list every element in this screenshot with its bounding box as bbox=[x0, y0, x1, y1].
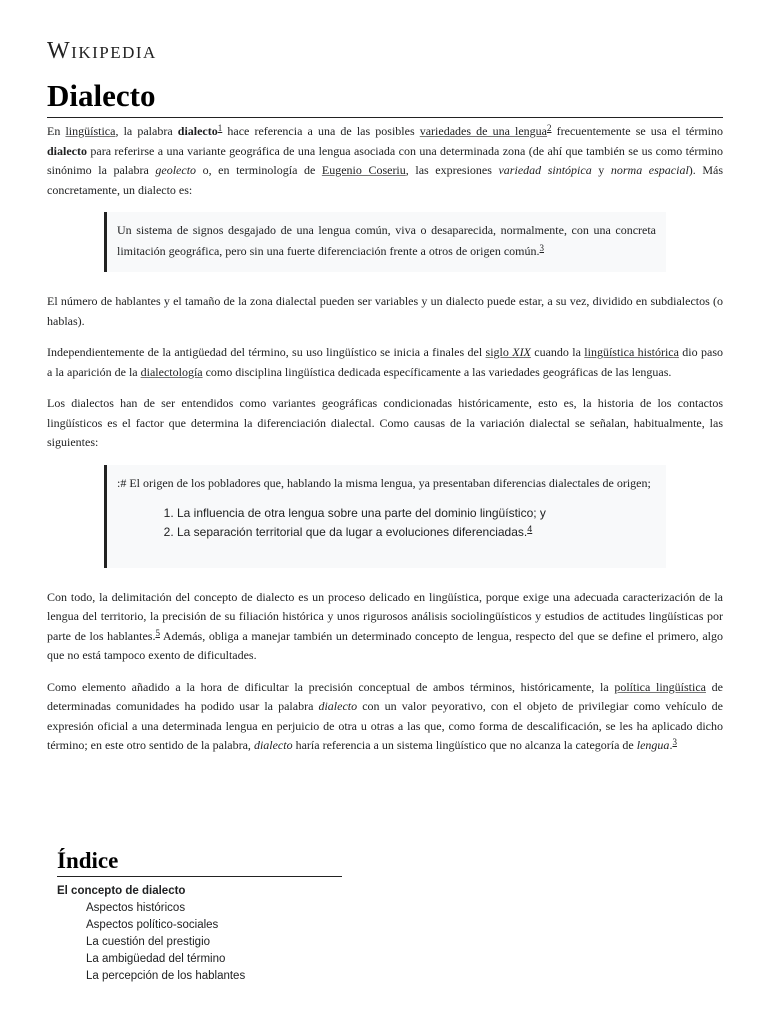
italic-term: geolecto bbox=[155, 163, 197, 177]
list-item: 1. La influencia de otra lengua sobre una parte del dominio lingüístico; y bbox=[177, 504, 656, 523]
toc-item[interactable]: Aspectos históricos bbox=[86, 902, 186, 914]
causes-quote bbox=[104, 465, 666, 568]
bold-term: dialecto bbox=[177, 124, 218, 138]
text: haría referencia a un sistema lingüístico que no alcanza la categoría de bbox=[292, 738, 637, 752]
text: dio paso a la aparición de la bbox=[47, 345, 723, 379]
paragraph-delimitacion bbox=[47, 588, 723, 666]
roman-numeral: XIX bbox=[512, 345, 531, 359]
text: y bbox=[591, 163, 611, 177]
text: para referirse a una variante geográfica de una lengua asociada con una determinada zona (de ahí que también se us como término sinónimo la palabra bbox=[47, 143, 723, 177]
text: En bbox=[47, 124, 66, 138]
toc-item[interactable]: Aspectos político-sociales bbox=[86, 919, 219, 931]
article-body bbox=[47, 122, 723, 768]
toc-item[interactable]: La cuestión del prestigio bbox=[86, 936, 211, 948]
text: o, en terminología de bbox=[196, 163, 322, 177]
ref-5[interactable]: 5 bbox=[155, 627, 160, 638]
toc-list bbox=[57, 883, 342, 985]
table-of-contents bbox=[57, 848, 342, 985]
toc-item[interactable]: La percepción de los hablantes bbox=[86, 970, 246, 982]
paragraph-politica bbox=[47, 678, 723, 756]
bold-term: dialecto bbox=[47, 143, 87, 158]
text: , las expresiones bbox=[405, 163, 499, 177]
link-variedades-lengua[interactable]: variedades de una lengua bbox=[419, 124, 548, 138]
toc-item[interactable]: La ambigüedad del término bbox=[86, 953, 226, 965]
italic-term: dialecto bbox=[318, 699, 358, 713]
text: de determinadas comunidades ha podido usar la palabra bbox=[47, 679, 724, 713]
ref-3[interactable]: 3 bbox=[539, 243, 544, 253]
paragraph-hablantes: El número de hablantes y el tamaño de la zona dialectal pueden ser variables y un dialecto puede estar, a su vez, dividido en subdialectos (o hablas). bbox=[47, 294, 723, 328]
ref-2[interactable]: 2 bbox=[547, 123, 552, 133]
ref-3b[interactable]: 3 bbox=[672, 737, 677, 747]
link-politica-linguistica[interactable]: política lingüística bbox=[614, 679, 706, 694]
italic-term: lengua bbox=[636, 738, 670, 752]
text: Como elemento añadido a la hora de dificultar la precisión conceptual de ambos términos, históricamente, la bbox=[47, 679, 615, 694]
text: Con todo, la delimitación del concepto de dialecto es un proceso delicado en lingüística, porque exige una adecuada caracterización de la lengua del territorio, la precisión de su filiación histórica y unos rigurosos análisis sociolingüísticos y estudios de actitudes lingüísticas por parte de los hablantes. bbox=[47, 589, 723, 643]
quote-text: :# El origen de los pobladores que, hablando la misma lengua, ya presentaban diferencias dialectales de origen; bbox=[117, 475, 651, 490]
title-divider bbox=[47, 117, 723, 118]
intro-paragraph bbox=[47, 122, 723, 200]
list-item-text: La separación territorial que da lugar a evoluciones diferenciadas. bbox=[177, 524, 528, 539]
paragraph-historia bbox=[47, 343, 723, 382]
text: ). Más concretamente, un dialecto es: bbox=[47, 163, 724, 197]
text: frecuentemente se usa el término bbox=[551, 124, 723, 138]
toc-title: Índice bbox=[57, 848, 342, 877]
text: cuando la bbox=[530, 345, 585, 359]
text: como disciplina lingüística dedicada específicamente a las variedades geográficas de las lenguas. bbox=[202, 364, 672, 379]
italic-term: variedad sintópica bbox=[498, 163, 592, 177]
ref-1[interactable]: 1 bbox=[217, 123, 223, 133]
link-dialectologia[interactable]: dialectología bbox=[140, 364, 203, 379]
text: Además, obliga a manejar también un determinado concepto de lengua, respecto del que se define el primero, algo que no está tampoco exento de dificultades. bbox=[47, 628, 723, 662]
list-item bbox=[177, 523, 656, 542]
text: Independientemente de la antigüedad del término, su uso lingüístico se inicia a finales del bbox=[47, 345, 486, 359]
text: , la palabra bbox=[115, 124, 178, 138]
italic-term: dialecto bbox=[253, 738, 293, 752]
toc-item[interactable]: El concepto de dialecto bbox=[57, 885, 186, 897]
link-linguistica[interactable]: lingüística bbox=[65, 124, 116, 138]
ref-4[interactable]: 4 bbox=[527, 523, 533, 534]
definition-quote bbox=[104, 212, 666, 272]
link-text: siglo bbox=[485, 345, 513, 359]
link-linguistica-historica[interactable]: lingüística histórica bbox=[584, 345, 679, 359]
wikipedia-logo: Wikipedia bbox=[47, 38, 157, 64]
link-eugenio-coseriu[interactable]: Eugenio Coseriu bbox=[321, 163, 406, 177]
page-title: Dialecto bbox=[47, 78, 156, 113]
text: hace referencia a una de las posibles bbox=[222, 124, 420, 138]
causes-list bbox=[117, 504, 656, 542]
italic-term: norma espacial bbox=[610, 163, 689, 177]
quote-text: Un sistema de signos desgajado de una lengua común, viva o desaparecida, normalmente, con una concreta limitación geográfica, pero sin una fuerte diferenciación frente a otros de origen común. bbox=[117, 223, 656, 258]
link-siglo-xix[interactable] bbox=[486, 345, 531, 359]
text: . bbox=[669, 738, 673, 752]
paragraph-causas: Los dialectos han de ser entendidos como variantes geográficas condicionadas históricamente, esto es, la historia de los contactos lingüísticos es el factor que determina la diferenciación dialectal. Como causas de la variación dialectal se señalan, habitualmente, las siguientes: bbox=[47, 396, 723, 449]
text: con un valor peyorativo, con el objeto de privilegiar como vehículo de expresión oficial a una determinada lengua en perjuicio de otra u otras a las que, como forma de descalificación, se les ha aplicado dicho término; en este otro sentido de la palabra, bbox=[47, 699, 723, 752]
